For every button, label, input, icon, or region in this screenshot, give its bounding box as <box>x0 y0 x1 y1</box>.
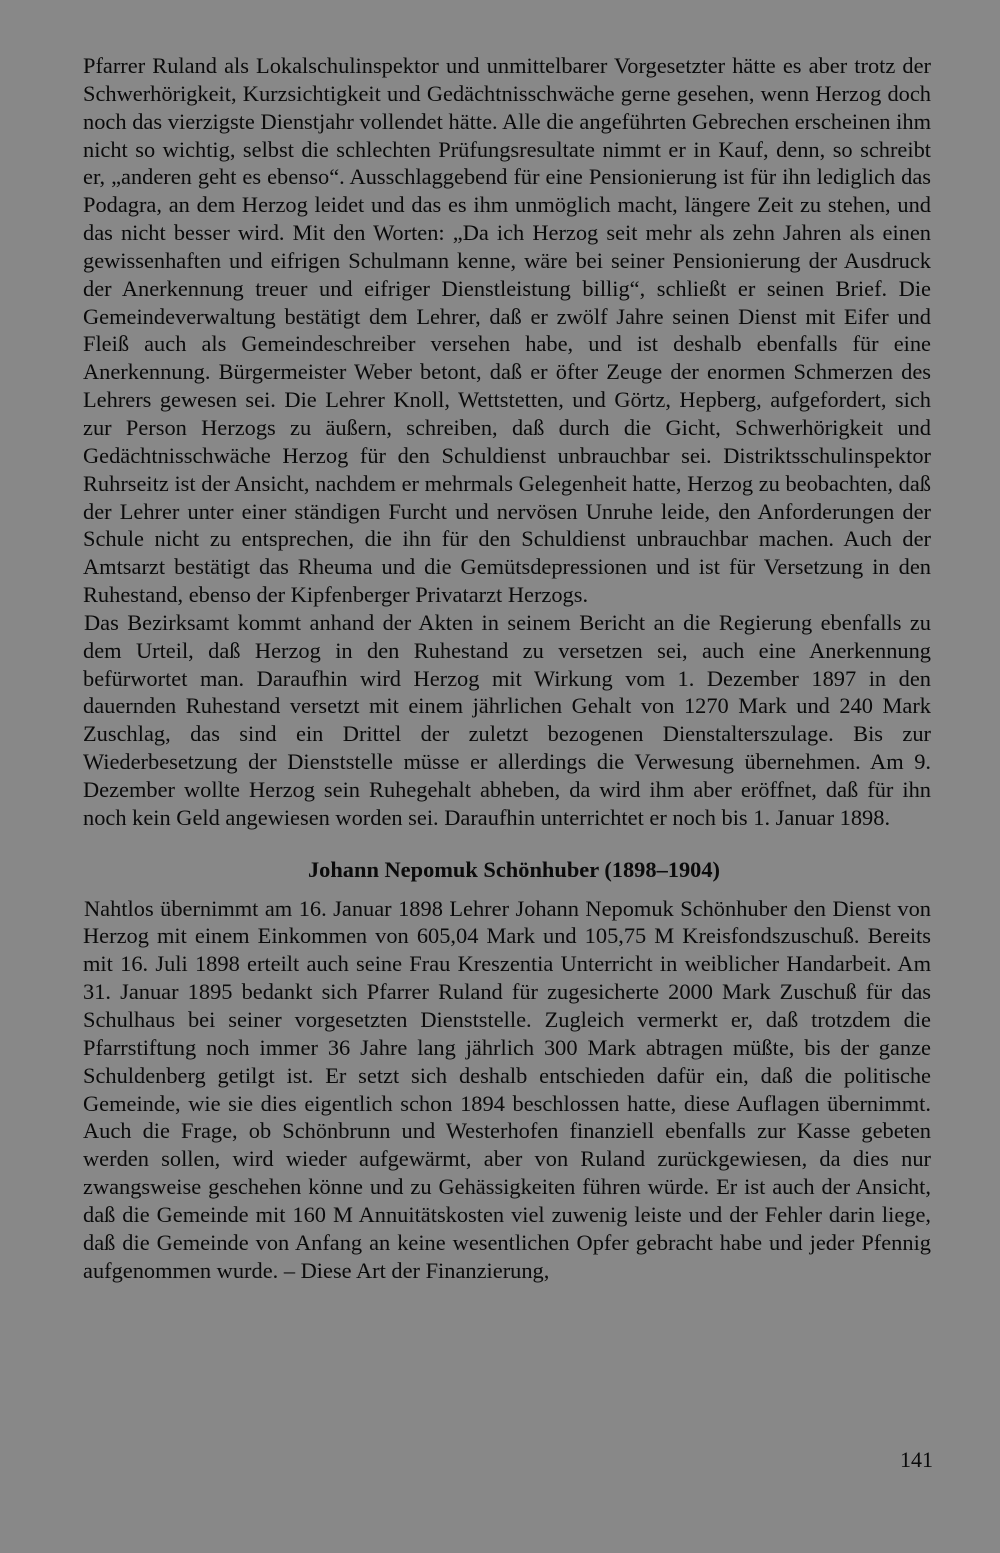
page-number: 141 <box>900 1447 933 1472</box>
body-paragraph: Pfarrer Ruland als Lokalschulinspektor und unmittelbarer Vorgesetzter hätte es aber trotz der Schwerhörigkeit, Kurzsichtigkeit und Gedächtnisschwäche gerne gesehen, wenn Herzog doch noch das vierzigste Dienstjahr vollendet hätte. Alle die angeführten Gebrechen erscheinen ihm nicht so wichtig, selbst die schlechten Prüfungsresultate nimmt er in Kauf, denn, so schreibt er, „anderen geht es ebenso“. Ausschlaggebend für eine Pensionierung ist für ihn lediglich das Podagra, an dem Herzog leidet und das es ihm unmöglich macht, längere Zeit zu stehen, und das nicht besser wird. Mit den Worten: „Da ich Herzog seit mehr als zehn Jahren als einen gewissenhaften und eifrigen Schulmann kenne, wäre bei seiner Pensionierung der Ausdruck der Anerkennung treuer und eifriger Dienstleistung billig“, schließt er seinen Brief. Die Gemeindeverwaltung bestätigt dem Lehrer, daß er zwölf Jahre seinen Dienst mit Eifer und Fleiß auch als Gemeindeschreiber versehen habe, und ist deshalb ebenfalls für eine Anerkennung. Bürgermeister Weber betont, daß er öfter Zeuge der enormen Schmerzen des Lehrers gewesen sei. Die Lehrer Knoll, Wettstetten, und Görtz, Hepberg, aufgefordert, sich zur Person Herzogs zu äußern, schreiben, daß durch die Gicht, Schwerhörigkeit und Gedächtnisschwäche Herzog für den Schuldienst unbrauchbar sei. Distriktsschulinspektor Ruhrseitz ist der Ansicht, nachdem er mehrmals Gelegenheit hatte, Herzog zu beobachten, daß der Lehrer unter einer ständigen Furcht und nervösen Unruhe leide, den Anforderungen der Schule nicht zu entsprechen, die ihn für den Schuldienst unbrauchbar machen. Auch der Amtsarzt bestätigt das Rheuma und die Gemütsdepressionen und ist für Versetzung in den Ruhestand, ebenso der Kipfenberger Privatarzt Herzogs. <box>83 53 931 608</box>
section-heading: Johann Nepomuk Schönhuber (1898–1904) <box>307 856 721 882</box>
body-paragraph: Nahtlos übernimmt am 16. Januar 1898 Lehrer Johann Nepomuk Schönhuber den Dienst von Herzog mit einem Einkommen von 605,04 Mark und 105,75 M Kreisfondszuschuß. Bereits mit 16. Juli 1898 erteilt auch seine Frau Kreszentia Unterricht in weiblicher Handarbeit. Am 31. Januar 1895 bedankt sich Pfarrer Ruland für zugesicherte 2000 Mark Zuschuß für das Schulhaus bei seiner vorgesetzten Dienststelle. Zugleich vermerkt er, daß trotzdem die Pfarrstiftung noch immer 36 Jahre lang jährlich 300 Mark abtragen müßte, bis der ganze Schuldenberg getilgt ist. Er setzt sich deshalb entschieden dafür ein, daß die politische Gemeinde, wie sie dies eigentlich schon 1894 beschlossen hatte, diese Auflagen übernimmt. Auch die Frage, ob Schönbrunn und Westerhofen finanziell ebenfalls zur Kasse gebeten werden sollen, wird wieder aufgewärmt, aber von Ruland zurückgewiesen, da dies nur zwangsweise geschehen könne und zu Gehässigkeiten führen würde. Er ist auch der Ansicht, daß die Gemeinde mit 160 M Annuitätskosten viel zuwenig leiste und der Fehler darin liege, daß die Gemeinde von Anfang an keine wesentlichen Opfer gebracht habe und jeder Pfennig aufgenommen wurde. – Diese Art der Finanzierung, <box>83 895 931 1283</box>
body-paragraph: Das Bezirksamt kommt anhand der Akten in seinem Bericht an die Regierung ebenfalls zu dem Urteil, daß Herzog in den Ruhestand zu versetzen sei, auch eine Anerkennung befürwortet man. Daraufhin wird Herzog mit Wirkung vom 1. Dezember 1897 in den dauernden Ruhestand versetzt mit einem jährlichen Gehalt von 1270 Mark und 240 Mark Zuschlag, das sind ein Drittel der zuletzt bezogenen Dienstalterszulage. Bis zur Wiederbesetzung der Dienststelle müsse er allerdings die Verwesung übernehmen. Am 9. Dezember wollte Herzog sein Ruhegehalt abheben, da wird ihm aber eröffnet, daß für ihn noch kein Geld angewiesen worden sei. Daraufhin unterrichtet er noch bis 1. Januar 1898. <box>83 609 931 830</box>
book-page <box>83 52 931 1284</box>
